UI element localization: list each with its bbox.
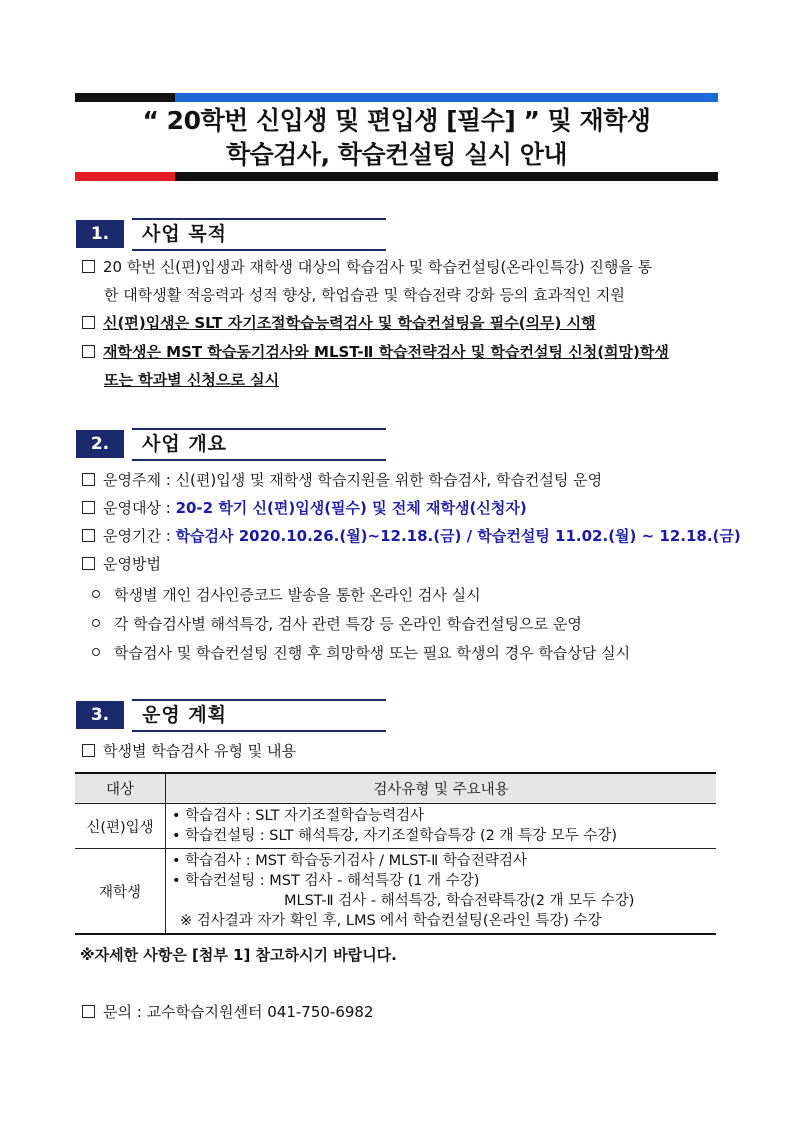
table-row — [75, 804, 716, 849]
target-value: 20-2 학기 신(편)입생(필수) 및 전체 재학생(신청자) — [175, 499, 527, 517]
row-content-line: • 학습컨설팅 : MST 검사 - 해석특강 (1 개 수강) — [172, 873, 480, 889]
theme-label: 운영주제 : — [103, 471, 176, 489]
purpose-item-2-text: 신(편)입생은 SLT 자기조절학습능력검사 및 학습컨설팅을 필수(의무) 시행 — [103, 314, 596, 332]
checkbox-square-icon — [82, 316, 95, 329]
row-content — [166, 804, 717, 849]
method-item — [92, 584, 481, 606]
section-number: 3. — [76, 701, 124, 729]
purpose-item-3-cont: 또는 학과별 신청으로 실시 — [104, 371, 280, 389]
heading-rule-bottom — [132, 459, 386, 461]
checkbox-square-icon — [82, 260, 95, 273]
table-row — [75, 849, 716, 935]
banner-bottom-black — [175, 172, 718, 181]
circle-bullet-icon — [92, 648, 100, 656]
table-header-row — [75, 773, 716, 804]
purpose-item-3-line1: 재학생은 MST 학습동기검사와 MLST-Ⅱ 학습전략검사 및 학습컨설팅 신청(희망)학생 — [103, 343, 669, 361]
row-content-line: • 학습컨설팅 : SLT 해석특강, 자기조절학습특강 (2 개 특강 모두 수강) — [172, 828, 617, 844]
plan-intro-text: 학생별 학습검사 유형 및 내용 — [103, 742, 296, 760]
method-item-text: 학습검사 및 학습컨설팅 진행 후 희망학생 또는 필요 학생의 경우 학습상담 실시 — [114, 644, 631, 662]
circle-bullet-icon — [92, 619, 100, 627]
checkbox-square-icon — [82, 557, 95, 570]
page-title-line2: 학습검사, 학습컨설팅 실시 안내 — [225, 140, 568, 169]
section-number: 1. — [76, 220, 124, 248]
section-title: 사업 개요 — [142, 433, 228, 455]
theme-value: 신(편)입생 및 재학생 학습지원을 위한 학습검사, 학습컨설팅 운영 — [175, 471, 603, 489]
row-content-line: • 학습검사 : MST 학습동기검사 / MLST-Ⅱ 학습전략검사 — [172, 853, 527, 869]
column-header-content: 검사유형 및 주요내용 — [166, 773, 717, 804]
plan-intro — [82, 740, 296, 762]
purpose-item-1-cont: 한 대학생활 적응력과 성적 향상, 학업습관 및 학습전략 강화 등의 효과적인 지원 — [104, 286, 625, 304]
section-heading-purpose — [76, 218, 386, 250]
method-label: 운영방법 — [103, 555, 161, 573]
banner-bottom-red — [75, 172, 175, 181]
checkbox-square-icon — [82, 529, 95, 542]
purpose-item-2 — [82, 312, 596, 334]
contact-info — [82, 1001, 374, 1023]
overview-target — [82, 497, 527, 519]
checkbox-square-icon — [82, 501, 95, 514]
page-title-line1: “ 20학번 신입생 및 편입생 [필수] ” 및 재학생 — [142, 106, 651, 135]
heading-rule-bottom — [132, 730, 386, 732]
row-content — [166, 849, 717, 935]
section-number: 2. — [76, 430, 124, 458]
target-label: 운영대상 : — [103, 499, 176, 517]
period-value: 학습검사 2020.10.26.(월)~12.18.(금) / 학습컨설팅 11.02.(월) ~ 12.18.(금) — [175, 527, 741, 545]
section-heading-overview — [76, 428, 386, 460]
overview-method — [82, 553, 161, 575]
period-label: 운영기간 : — [103, 527, 176, 545]
checkbox-square-icon — [82, 1005, 95, 1018]
heading-rule-bottom — [132, 249, 386, 251]
plan-table — [75, 772, 716, 935]
method-item — [92, 642, 630, 664]
banner-top-black — [75, 93, 175, 102]
row-content-line: MLST-Ⅱ 검사 - 해석특강, 학습전략특강(2 개 모두 수강) — [284, 893, 635, 909]
purpose-item-1 — [82, 256, 652, 278]
banner-top-blue — [175, 93, 718, 102]
checkbox-square-icon — [82, 473, 95, 486]
banner-top-bar — [75, 93, 718, 102]
circle-bullet-icon — [92, 590, 100, 598]
purpose-item-3 — [82, 341, 669, 363]
overview-theme — [82, 469, 602, 491]
checkbox-square-icon — [82, 744, 95, 757]
section-heading-plan — [76, 699, 386, 731]
banner-bottom-bar — [75, 172, 718, 181]
method-item-text: 학생별 개인 검사인증코드 발송을 통한 온라인 검사 실시 — [114, 586, 481, 604]
checkbox-square-icon — [82, 345, 95, 358]
row-content-line: • 학습검사 : SLT 자기조절학습능력검사 — [172, 808, 425, 824]
overview-period — [82, 525, 741, 547]
column-header-target: 대상 — [75, 773, 166, 804]
method-item-text: 각 학습검사별 해석특강, 검사 관련 특강 등 온라인 학습컨설팅으로 운영 — [114, 615, 582, 633]
section-title: 사업 목적 — [142, 223, 228, 245]
row-content-note: ※ 검사결과 자가 확인 후, LMS 에서 학습컨설팅(온라인 특강) 수강 — [180, 913, 602, 929]
section-title: 운영 계획 — [142, 704, 228, 726]
purpose-item-1-line1: 20 학번 신(편)입생과 재학생 대상의 학습검사 및 학습컨설팅(온라인특강) 진행을 통 — [103, 258, 653, 276]
method-item — [92, 613, 582, 635]
contact-text: 문의 : 교수학습지원센터 041-750-6982 — [103, 1003, 374, 1021]
reference-note: ※자세한 사항은 [첨부 1] 참고하시기 바랍니다. — [80, 946, 397, 964]
row-target: 재학생 — [75, 849, 166, 935]
row-target: 신(편)입생 — [75, 804, 166, 849]
